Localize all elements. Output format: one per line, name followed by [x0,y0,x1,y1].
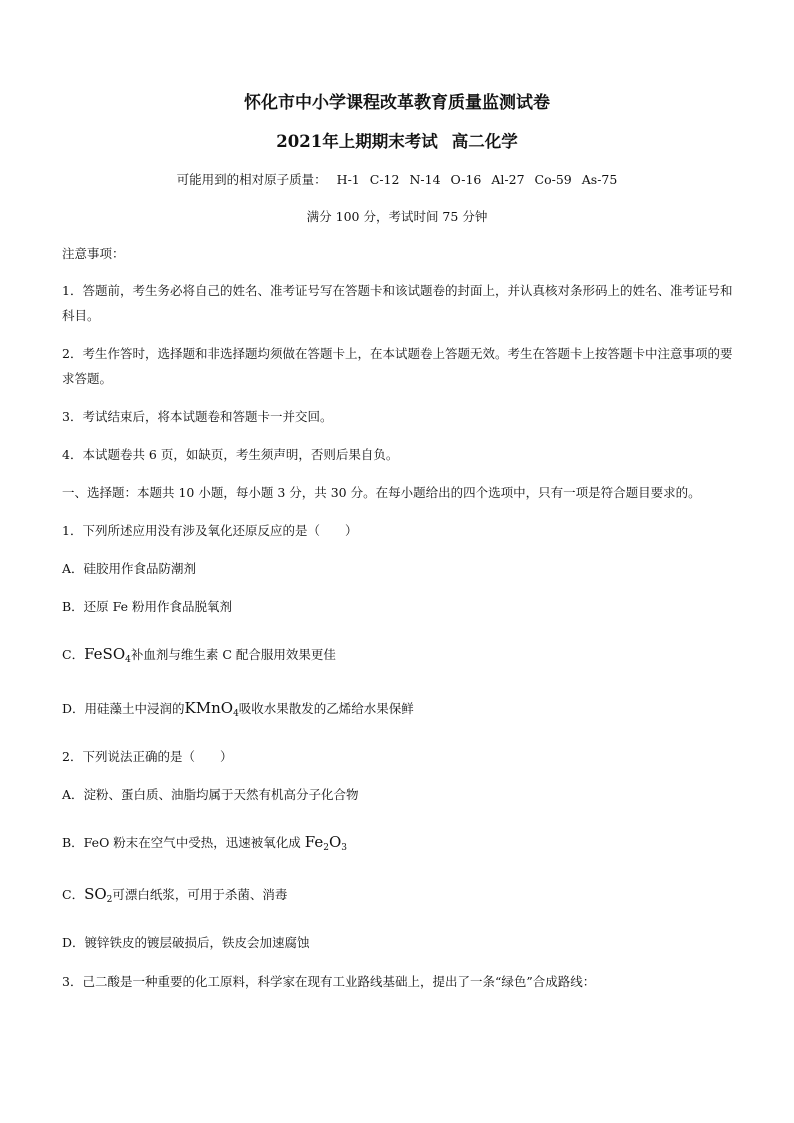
question-2-option-a: A．淀粉、蛋白质、油脂均属于天然有机高分子化合物 [62,787,359,802]
question-2-option-d: D．镀锌铁皮的镀层破损后，铁皮会加速腐蚀 [62,935,310,950]
subject-name: 高二化学 [451,132,518,151]
formula-so2: $SO_2$ [84,885,113,905]
atomic-mass: N-14 [409,172,441,187]
note-item-4: 4．本试题卷共 6 页，如缺页，考生须声明，否则后果自负。 [62,447,399,462]
atomic-mass: H-1 [336,172,360,187]
exam-name: 2021年上期期末考试 [276,132,438,151]
atomic-mass: Al-27 [491,172,525,187]
formula-fe2o3: $Fe_2O_3$ [304,833,348,853]
atomic-mass: As-75 [581,172,618,187]
formula-kmno4: KMnO$_4$ [184,699,239,719]
score-time: 满分 100 分，考试时间 75 分钟 [306,209,488,224]
question-1-stem: 1．下列所述应用没有涉及氧化还原反应的是（ ） [62,523,358,538]
notes-heading: 注意事项： [62,246,125,261]
question-2-option-c: C．$SO_2$可漂白纸浆，可用于杀菌、消毒 [62,885,288,905]
section-heading: 一、选择题：本题共 10 小题，每小题 3 分，共 30 分。在每小题给出的四个选项中，只有一项是符合题目要求的。 [62,485,701,500]
question-1-option-b: B．还原 Fe 粉用作食品脱氧剂 [62,599,233,614]
atomic-masses-line [0,170,794,188]
formula-feso4: FeSO$_4$ [84,645,131,665]
atomic-mass: O-16 [450,172,482,187]
paper-title: 怀化市中小学课程改革教育质量监测试卷 [244,93,550,113]
question-1-option-c: C．FeSO$_4$补血剂与维生素 C 配合服用效果更佳 [62,645,336,665]
exam-subtitle [0,128,794,152]
note-item-2: 2．考生作答时，选择题和非选择题均须做在答题卡上，在本试题卷上答题无效。考生在答题卡上按答题卡中注意事项的要求答题。 [62,346,733,386]
question-1-option-a: A．硅胶用作食品防潮剂 [62,561,197,576]
note-item-1: 1．答题前，考生务必将自己的姓名、准考证号写在答题卡和该试题卷的封面上，并认真核对条形码上的姓名、准考证号和科目。 [62,283,733,323]
atomic-mass: Co-59 [534,172,572,187]
atomic-mass: C-12 [369,172,400,187]
question-2-stem: 2．下列说法正确的是（ ） [62,749,233,764]
question-2-option-b: B．FeO 粉末在空气中受热，迅速被氧化成 $Fe_2O_3$ [62,833,348,853]
question-1-option-d: D．用硅藻土中浸润的KMnO$_4$吸收水果散发的乙烯给水果保鲜 [62,699,414,719]
note-item-3: 3．考试结束后，将本试题卷和答题卡一并交回。 [62,409,333,424]
atomic-masses-label: 可能用到的相对原子质量： [176,172,327,187]
question-3-stem: 3．己二酸是一种重要的化工原料，科学家在现有工业路线基础上，提出了一条“绿色”合成路线： [62,974,596,989]
